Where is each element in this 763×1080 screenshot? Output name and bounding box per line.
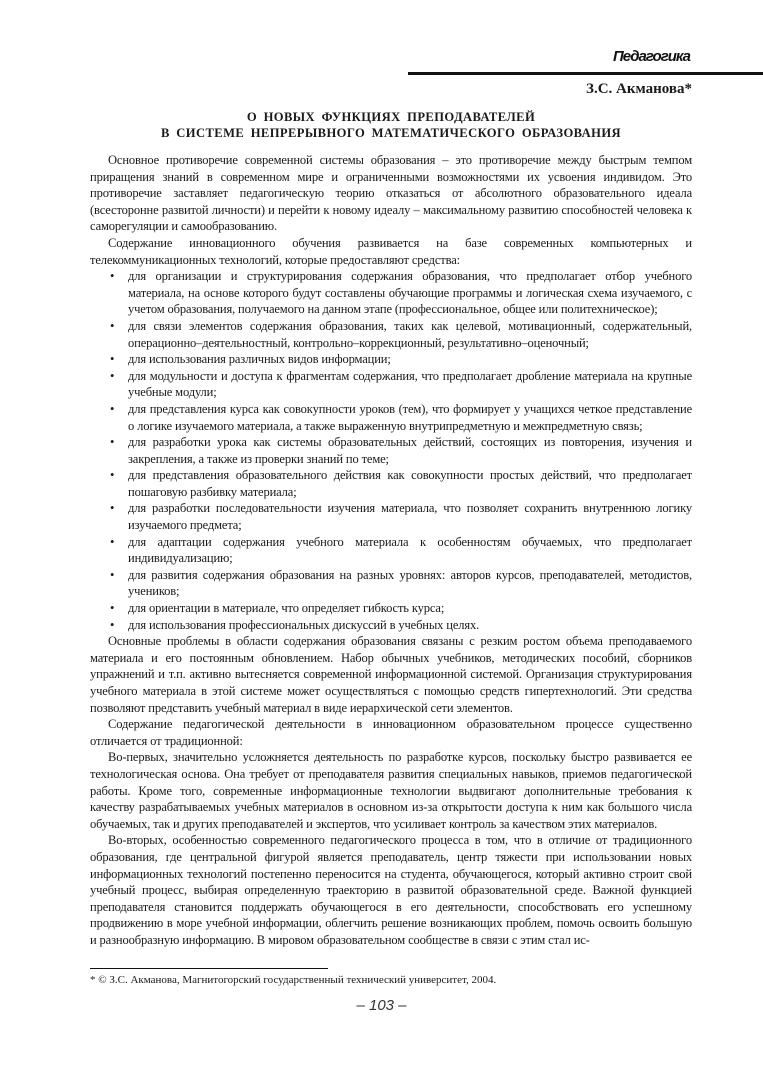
paragraph: Во-первых, значительно усложняется деятельность по разработке курсов, поскольку быстро развивается ее технологическая основа. Она требует от преподавателя развития специальных навыков, приемов педагогической работы. Кроме того, современные информационные технологии выдвигают дополнительные требования к качеству разрабатываемых учебных материалов в основном из-за открытости доступа к ним как большого числа обучаемых, так и других преподавателей и экспертов, что усиливает контроль за качеством этих материалов. xyxy=(90,750,692,831)
page-number: – 103 – xyxy=(356,997,407,1014)
list-item-text: для организации и структурирования содержания образования, что предполагает отбор учебного материала, на основе которого будут составлены обучающие программы и логическая схема изучаемого, с учетом образования, получаемого на данном этапе (профессиональное, общее или политехническое); xyxy=(128,269,692,317)
list-item-text: для разработки урока как системы образовательных действий, состоящих из повторения, изучения и закрепления, а также из проверки знаний по теме; xyxy=(128,435,692,466)
bullet-list xyxy=(90,268,692,633)
paragraph: Содержание педагогической деятельности в инновационном образовательном процессе существенно отличается от традиционной: xyxy=(90,717,692,748)
list-item-text: для использования различных видов информации; xyxy=(128,352,391,367)
list-item xyxy=(90,351,692,368)
paragraph: Основное противоречие современной системы образования – это противоречие между быстрым темпом приращения знаний в современном мире и ограниченными возможностями их усвоения индивидом. Это противоречие заставляет педагогическую теорию отказаться от абсолютного образовательного идеала (всесторонне развитой личности) и перейти к новому идеалу – максимальному развитию способностей человека к саморегуляции и самообразованию. xyxy=(90,153,692,234)
list-item-text: для адаптации содержания учебного материала к особенностям обучаемых, что предполагает индивидуализацию; xyxy=(128,534,692,566)
paragraph: Во-вторых, особенностью современного педагогического процесса в том, что в отличие от традиционного образования, где центральной фигурой является преподаватель, центр тяжести при использовании новых информационных технологий постепенно переносится на студента, обучающегося, который активно строит свой учебный процесс, выбирая определенную траекторию в развитой образовательной среде. Важной функцией преподавателя становится поддержать обучающегося в его деятельности, способствовать его успешному продвижению в море учебной информации, облегчить решение возникающих проблем, помочь освоить большую и разнообразную информацию. В мировом образовательном сообществе в связи с этим стал ис- xyxy=(90,833,692,947)
list-item xyxy=(90,268,692,318)
title-line-2: В СИСТЕМЕ НЕПРЕРЫВНОГО МАТЕМАТИЧЕСКОГО ОБРАЗОВАНИЯ xyxy=(160,125,622,140)
list-item xyxy=(90,567,692,600)
bullet-icon: • xyxy=(110,601,115,616)
list-item xyxy=(90,401,692,434)
article-title xyxy=(90,110,692,141)
list-item xyxy=(90,500,692,533)
bullet-icon: • xyxy=(110,352,115,367)
header-rule xyxy=(408,72,763,75)
paragraph: Содержание инновационного обучения развивается на базе современных компьютерных и телекоммуникационных технологий, которые предоставляют средства: xyxy=(90,235,692,267)
bullet-icon: • xyxy=(110,468,115,483)
footnote-rule xyxy=(90,968,328,969)
list-item-text: для разработки последовательности изучения материала, что позволяет сохранить внутреннюю логику изучаемого предмета; xyxy=(128,501,692,533)
article-body xyxy=(90,152,692,949)
list-item xyxy=(90,318,692,351)
bullet-icon: • xyxy=(110,269,115,284)
bullet-icon: • xyxy=(110,368,115,383)
list-item xyxy=(90,617,692,634)
list-item xyxy=(90,434,692,467)
title-line-1: О НОВЫХ ФУНКЦИЯХ ПРЕПОДАВАТЕЛЕЙ xyxy=(246,110,536,124)
list-item xyxy=(90,534,692,567)
journal-section-header: Педагогика xyxy=(612,48,690,65)
list-item-text: для развития содержания образования на разных уровнях: авторов курсов, преподавателей, методистов, учеников; xyxy=(128,567,692,599)
list-item-text: для модульности и доступа к фрагментам содержания, что предполагает дробление материала на крупные учебные модули; xyxy=(128,368,692,400)
list-item-text: для связи элементов содержания образования, таких как целевой, мотивационный, содержательный, операционно–деятельностный, контрольно–коррекционный, результативно–оценочный; xyxy=(128,318,692,350)
list-item-text: для представления курса как совокупности уроков (тем), что формирует у учащихся четкое представление о логике изучаемого материала, а также выраженную внутрипредметную и межпредметную связь; xyxy=(128,401,692,433)
list-item xyxy=(90,600,692,617)
bullet-icon: • xyxy=(110,401,115,416)
list-item xyxy=(90,467,692,500)
bullet-icon: • xyxy=(110,318,115,333)
list-item xyxy=(90,368,692,401)
paragraph: Основные проблемы в области содержания образования связаны с резким ростом объема преподаваемого материала и его постоянным обновлением. Набор обычных учебников, методических пособий, сборников упражнений и т.п. активно вытесняется современной информационной системой. Организация структурирования учебного материала в этой системе может осуществляться с помощью средств гипертехнологий. Эти средства позволяют представить учебный материал в виде иерархической сети элементов. xyxy=(90,634,692,715)
bullet-icon: • xyxy=(110,435,115,450)
bullet-icon: • xyxy=(110,501,115,516)
bullet-icon: • xyxy=(110,617,115,632)
footnote: * © З.С. Акманова, Магнитогорский государственный технический университет, 2004. xyxy=(90,974,497,986)
list-item-text: для использования профессиональных дискуссий в учебных целях. xyxy=(128,617,480,632)
bullet-icon: • xyxy=(110,534,115,549)
author-name: З.С. Акманова* xyxy=(586,81,692,97)
list-item-text: для ориентации в материале, что определяет гибкость курса; xyxy=(128,601,445,616)
list-item-text: для представления образовательного действия как совокупности простых действий, что предполагает пошаговую разбивку материала; xyxy=(128,468,692,499)
bullet-icon: • xyxy=(110,567,115,582)
